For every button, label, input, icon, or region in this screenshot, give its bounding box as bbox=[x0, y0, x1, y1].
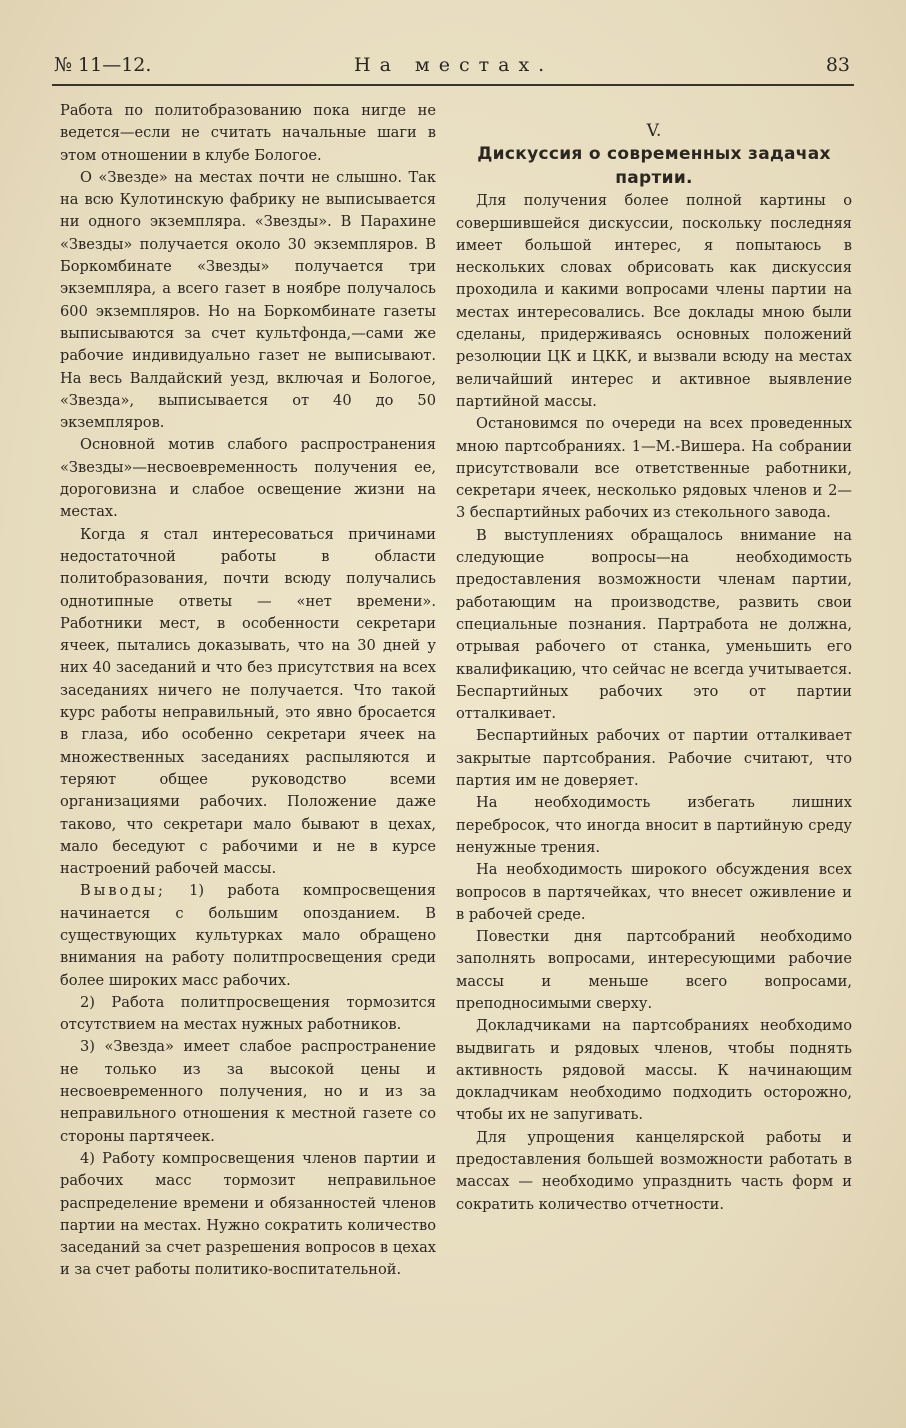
right-column bbox=[456, 120, 852, 1216]
paragraph: Беспартийных рабочих от партии отталкивает закрытые партсобрания. Рабочие считают, что партия им не доверяет. bbox=[456, 727, 852, 790]
left-column bbox=[60, 100, 436, 1282]
paragraph: На необходимость избегать лишних перебросок, что иногда вносит в партийную среду ненужные трения. bbox=[456, 794, 852, 856]
paragraph: Остановимся по очереди на всех проведенных мною партсобраниях. 1—М.-Вишера. На собрании присутствовали все ответственные работники, секретари ячеек, несколько рядовых членов и 2—3 беспартийных рабочих из стекольного завода. bbox=[456, 415, 852, 522]
conclusions-label: Выводы; bbox=[80, 882, 166, 900]
conclusion-item: 2) Работа политпросвещения тормозится отсутствием на местах нужных работников. bbox=[60, 993, 436, 1034]
paragraph: О «Звезде» на местах почти не слышно. Так на всю Кулотинскую фабрику не выписывается ни одного экземпляра. «Звезды». В Парахине «Звезды» получается около 30 экземпляров. В Боркомбинате «Звезды» получается три экземпляра, а всего газет в ноябре получалось 600 экземпляров. Но на Боркомбинате газеты выписываются за счет культфонда,—сами же рабочие индивидуально газет не выписывают. На весь Валдайский уезд, включая и Бологое, «Звезда», выписывается от 40 до 50 экземпляров. bbox=[60, 168, 436, 432]
running-header bbox=[54, 52, 854, 86]
conclusion-item: 3) «Звезда» имеет слабое распространение не только из за высокой цены и несвоевременного получения, но и из за неправильного отношения к местной газете со стороны партячеек. bbox=[60, 1038, 436, 1145]
conclusion-item: 4) Работу компросвещения членов партии и рабочих масс тормозит неправильное распределение времени и обязанностей членов партии на местах. Нужно сократить количество заседаний за счет разрешения вопросов в цехах и за счет работы политико-воспитательной. bbox=[60, 1149, 436, 1279]
section-title: Дискуссия о современных задачах партии. bbox=[477, 144, 831, 189]
conclusions-paragraph bbox=[60, 880, 436, 991]
paragraph: Для получения более полной картины о совершившейся дискуссии, поскольку последняя имеет большой интерес, я попытаюсь в нескольких словах обрисовать как дискуссия проходила и какими вопросами члены партии на местах интересовались. Все доклады мною были сделаны, придерживаясь основных положений резолюции ЦК и ЦКК, и вызвали всюду на местах величайший интерес и активное выявление партийной массы. bbox=[456, 192, 852, 410]
section-running-title: На местах. bbox=[354, 54, 554, 76]
conclusion-item: 1) работа компросвещения начинается с большим опозданием. В существующих культурках мало обращено внимания на работу политпросвещения среди более широких масс рабочих. bbox=[60, 882, 436, 989]
paragraph: Для упрощения канцелярской работы и предоставления большей возможности работать в массах — необходимо упразднить часть форм и сократить количество отчетности. bbox=[456, 1128, 852, 1213]
header-rule bbox=[52, 84, 854, 86]
paragraph: Работа по политобразованию пока нигде не ведется—если не считать начальные шаги в этом отношении в клубе Бологое. bbox=[60, 102, 436, 164]
paragraph: Повестки дня партсобраний необходимо заполнять вопросами, интересующими рабочие массы и меньше всего вопросами, преподносимыми сверху. bbox=[456, 928, 852, 1012]
page-number: 83 bbox=[825, 54, 850, 76]
section-number: V. bbox=[646, 121, 662, 141]
paragraph: На необходимость широкого обсуждения всех вопросов в партячейках, что внесет оживление и в рабочей среде. bbox=[456, 861, 852, 923]
paragraph: Основной мотив слабого распространения «Звезды»—несвоевременность получения ее, дороговизна и слабое освещение жизни на местах. bbox=[60, 436, 436, 521]
paragraph: Докладчиками на партсобраниях необходимо выдвигать и рядовых членов, чтобы поднять активность рядовой массы. К начинающим докладчикам необходимо подходить осторожно, чтобы их не запугивать. bbox=[456, 1017, 852, 1124]
paragraph: В выступлениях обращалось внимание на следующие вопросы—на необходимость предоставления возможности членам партии, работающим на производстве, развить свои специальные познания. Партработа не должна, отрывая рабочего от станка, уменьшить его квалификацию, что сейчас не всегда учитывается. Беспартийных рабочих это от партии отталкивает. bbox=[456, 526, 852, 723]
paragraph: Когда я стал интересоваться причинами недостаточной работы в области политобразования, почти всюду получались однотипные ответы — «нет времени». Работники мест, в особенности секретари ячеек, пытались доказывать, что на 30 дней у них 40 заседаний и что без присутствия на всех заседаниях ничего не получается. Что такой курс работы неправильный, это явно бросается в глаза, ибо особенно секретари ячеек на множественных заседаниях распыляются и теряют общее руководство всеми организациями рабочих. Положение даже таково, что секретари мало бывают в цехах, мало беседуют с рабочими и не в курсе настроений рабочей массы. bbox=[60, 525, 436, 878]
issue-number: № 11—12. bbox=[54, 54, 152, 76]
